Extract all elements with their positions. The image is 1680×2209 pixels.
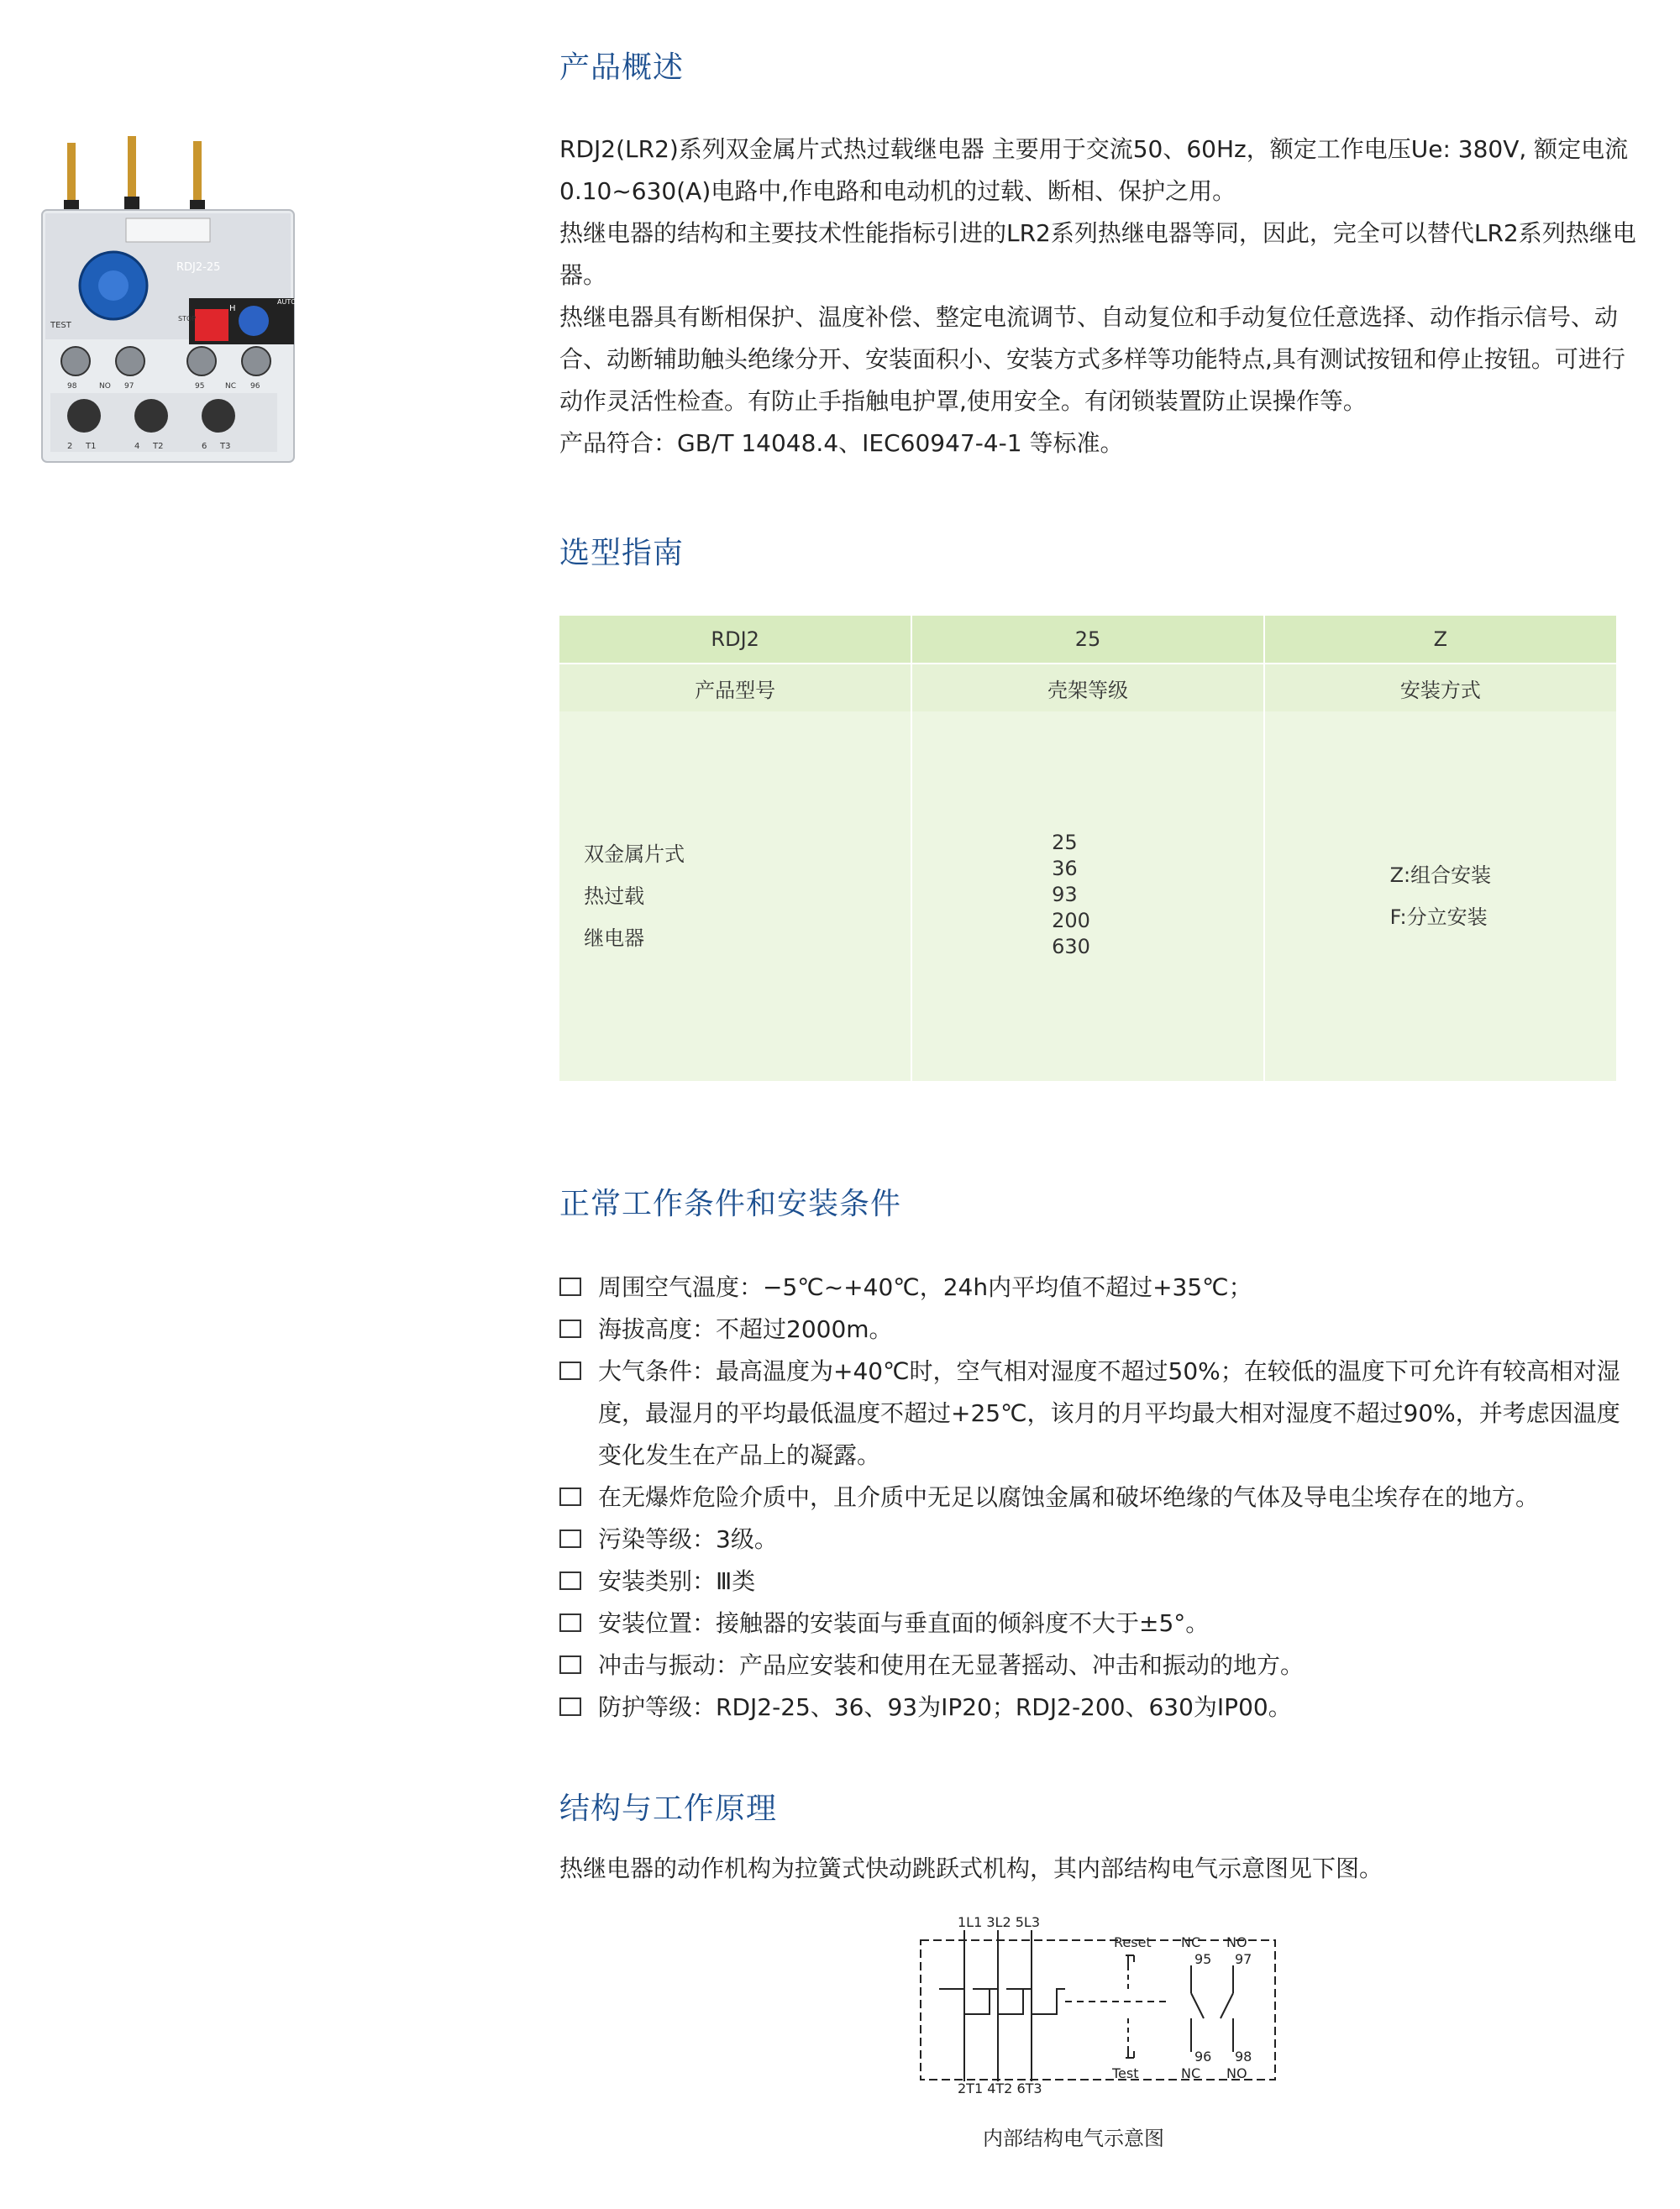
- no-top-label: NO: [1226, 1934, 1247, 1950]
- svg-text:T1: T1: [86, 442, 97, 451]
- svg-text:T2: T2: [153, 442, 164, 451]
- mount-option: F:分立安装: [1389, 905, 1488, 929]
- structure-text: 热继电器的动作机构为拉簧式快动跳跃式机构，其内部结构电气示意图见下图。: [559, 1855, 1383, 1882]
- structure-heading: 结构与工作原理: [559, 1792, 778, 1826]
- svg-text:NC: NC: [225, 382, 237, 391]
- checkbox-icon: [559, 1488, 581, 1506]
- auto-label: AUTO: [277, 298, 297, 306]
- condition-item: 周围空气温度：−5℃~+40℃，24h内平均值不超过+35℃；: [559, 1267, 1643, 1309]
- checkbox-icon: [559, 1278, 581, 1296]
- overview-paragraph: 热继电器具有断相保护、温度补偿、整定电流调节、自动复位和手动复位任意选择、动作指示信号、动合、动断辅助触头绝缘分开、安装面积小、安装方式多样等功能特点,具有测试按钮和停止按钮。可进行动作灵活性检查。有防止手指触电护罩,使用安全。有闭锁装置防止误操作等。: [559, 303, 1625, 415]
- mount-option: Z:组合安装: [1389, 863, 1492, 887]
- model-line: 继电器: [584, 926, 645, 950]
- condition-item: 安装类别：Ⅲ类: [559, 1561, 1643, 1603]
- circuit-diagram: [914, 1913, 1285, 2101]
- condition-item: 防护等级：RDJ2-25、36、93为IP20；RDJ2-200、630为IP00。: [559, 1687, 1643, 1729]
- condition-item: 大气条件：最高温度为+40℃时，空气相对湿度不超过50%；在较低的温度下可允许有较高相对湿度，最湿月的平均最低温度不超过+25℃，该月的月平均最大相对湿度不超过90%，并考虑因温度变化发生在产品上的凝露。: [559, 1351, 1643, 1477]
- checkbox-icon: [559, 1571, 581, 1590]
- terminal-pins: [64, 136, 205, 218]
- checkbox-icon: [559, 1697, 581, 1716]
- frame-value: 200: [1052, 909, 1090, 932]
- test-label: Test: [1112, 2065, 1139, 2081]
- header-mount: 安装方式: [1264, 664, 1616, 711]
- model-line: 双金属片式: [584, 842, 685, 866]
- overview-paragraph: RDJ2(LR2)系列双金属片式热过载继电器 主要用于交流50、60Hz，额定工作电压Ue: 380V, 额定电流0.10~630(A)电路中,作电路和电动机的过载、断相、保护之用。: [559, 135, 1629, 205]
- frame-value: 93: [1052, 883, 1078, 906]
- model-description: [559, 711, 911, 1081]
- checkbox-icon: [559, 1362, 581, 1380]
- nc-top-label: NC: [1181, 1934, 1201, 1950]
- model-label: RDJ2-25: [176, 261, 221, 274]
- header-frame: 壳架等级: [911, 664, 1263, 711]
- selection-table: [559, 616, 1616, 1081]
- conditions-list: [559, 1267, 1643, 1729]
- code-model: RDJ2: [559, 616, 911, 664]
- body-row: [559, 711, 1616, 1081]
- svg-text:4: 4: [134, 442, 140, 451]
- top-terminal-labels: 1L1 3L2 5L3: [958, 1914, 1040, 1930]
- test-label: TEST: [50, 321, 71, 330]
- svg-text:96: 96: [250, 382, 260, 391]
- reset-knob: [239, 306, 269, 336]
- frame-value: 630: [1052, 935, 1090, 958]
- condition-item: 海拔高度：不超过2000m。: [559, 1309, 1643, 1351]
- bottom-terminal-labels: 2T1 4T2 6T3: [958, 2080, 1042, 2096]
- overview-text: [559, 129, 1643, 464]
- terminal-97-label: 97: [1235, 1951, 1252, 1967]
- condition-item: 污染等级：3级。: [559, 1519, 1643, 1561]
- svg-text:2: 2: [67, 442, 73, 451]
- checkbox-icon: [559, 1655, 581, 1674]
- stop-button: [195, 309, 228, 341]
- mount-options: [1264, 711, 1616, 1081]
- terminal-98-label: 98: [1235, 2049, 1252, 2065]
- svg-text:T3: T3: [220, 442, 231, 451]
- main-terminals: [50, 393, 277, 452]
- selection-heading: 选型指南: [559, 536, 685, 570]
- code-frame: 25: [911, 616, 1263, 664]
- frame-value: 36: [1052, 857, 1078, 880]
- header-row: [559, 664, 1616, 711]
- diagram-caption: 内部结构电气示意图: [983, 2127, 1164, 2150]
- svg-text:97: 97: [124, 382, 134, 391]
- overview-paragraph: 热继电器的结构和主要技术性能指标引进的LR2系列热继电器等同，因此，完全可以替代LR2系列热继电器。: [559, 219, 1636, 289]
- condition-item: 冲击与振动：产品应安装和使用在无显著摇动、冲击和振动的地方。: [559, 1645, 1643, 1687]
- nc-bottom-label: NC: [1181, 2065, 1201, 2081]
- model-line: 热过载: [584, 884, 645, 908]
- stop-label: STOP: [178, 315, 197, 323]
- svg-text:NO: NO: [99, 382, 111, 391]
- condition-item: 在无爆炸危险介质中，且介质中无足以腐蚀金属和破坏绝缘的气体及导电尘埃存在的地方。: [559, 1477, 1643, 1519]
- code-mount: Z: [1264, 616, 1616, 664]
- checkbox-icon: [559, 1530, 581, 1548]
- svg-text:98: 98: [67, 382, 77, 391]
- terminal-96-label: 96: [1194, 2049, 1212, 2065]
- no-bottom-label: NO: [1226, 2065, 1247, 2081]
- terminal-95-label: 95: [1194, 1951, 1212, 1967]
- frame-grades: [911, 711, 1263, 1081]
- reset-label: Reset: [1114, 1934, 1152, 1950]
- checkbox-icon: [559, 1613, 581, 1632]
- frame-value: 25: [1052, 831, 1078, 854]
- code-row: [559, 616, 1616, 664]
- overview-paragraph: 产品符合：GB/T 14048.4、IEC60947-4-1 等标准。: [559, 429, 1124, 457]
- conditions-heading: 正常工作条件和安装条件: [559, 1187, 902, 1221]
- overview-heading: 产品概述: [559, 50, 685, 85]
- svg-text:6: 6: [202, 442, 207, 451]
- product-photo: [34, 126, 328, 470]
- h-label: H: [229, 304, 236, 313]
- header-model: 产品型号: [559, 664, 911, 711]
- checkbox-icon: [559, 1320, 581, 1338]
- svg-text:95: 95: [195, 382, 205, 391]
- condition-item: 安装位置：接触器的安装面与垂直面的倾斜度不大于±5°。: [559, 1603, 1643, 1645]
